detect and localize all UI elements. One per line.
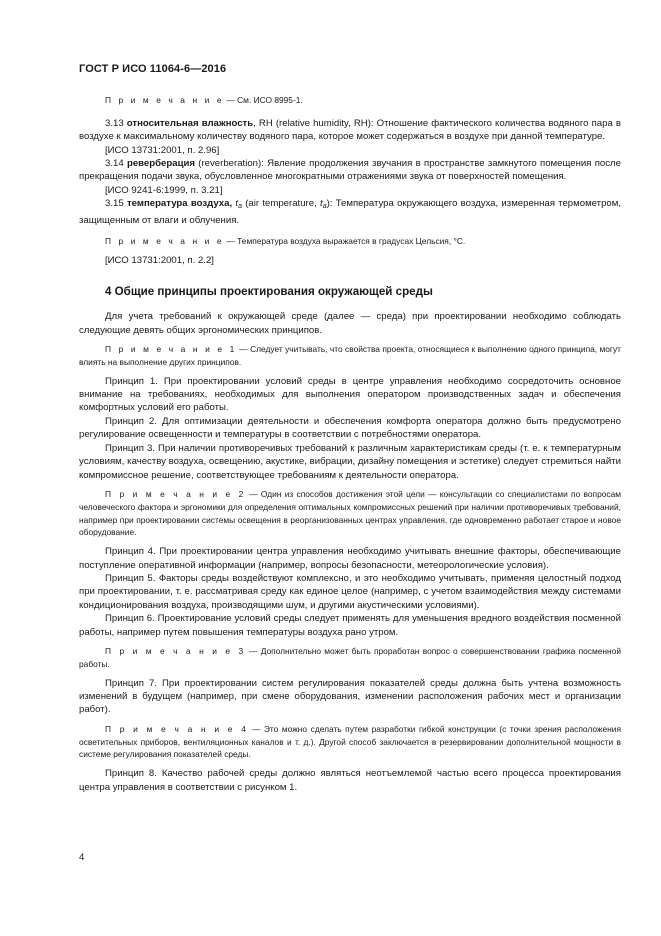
page-body [79, 90, 621, 794]
note-3-15: П р и м е ч а н и е — Температура воздуха выражается в градусах Цельсия, °С. [105, 236, 466, 247]
principle-2: Принцип 2. Для оптимизации деятельности и обеспечения комфорта оператора должно быть предусмотрено регулирование освещенности и температуры в соответствии с потребностями оператора. [79, 415, 621, 441]
principle-7: Принцип 7. При проектировании систем регулирования показателей среды должна быть учтена возможность изменений в будущем (например, при смене оборудования, изменении расположения рабочих мест и организации работ). [79, 677, 621, 716]
principle-4: Принцип 4. При проектировании центра управления необходимо учитывать внешние факторы, обеспечивающие поступление оперативной информации (например, вопросы безопасности, метеорологические условия). [79, 546, 621, 571]
principle-8: Принцип 8. Качество рабочей среды должно являться неотъемлемой частью всего процесса проектирования центра управления в соответствии с рисунком 1. [79, 768, 621, 793]
note-top: П р и м е ч а н и е — См. ИСО 8995-1. [105, 95, 303, 105]
principle-3: Принцип 3. При наличии противоречивых требований к различным характеристикам среды (т. е. к температурным условиям, качеству воздуха, освещению, акустике, вибрации, дизайну помещения и эстетике) следует стремиться найти компромиссное решение, соответствующее требованиям к деятельности оператора. [79, 442, 621, 481]
ref-3-13: [ИСО 13731:2001, п. 2.96] [105, 144, 220, 156]
note-1: П р и м е ч а н и е 1 — Следует учитывать, что свойства проекта, относящиеся к выполнению одного принципа, могут влиять на выполнение других принципов. [79, 344, 622, 367]
term-3-13: 3.13 относительная влажность, RH (relative humidity, RH): Отношение фактического количества водяного пара в воздухе к максимальному количеству водяного пара, которое может содержаться в воздухе при данной температуре. [79, 117, 621, 143]
section-4-heading: 4 Общие принципы проектирования окружающей среды [105, 285, 433, 299]
page-number: 4 [79, 852, 85, 863]
principle-5: Принцип 5. Факторы среды воздействуют комплексно, и это необходимо учитывать, применяя целостный подход при проектировании, т. е. рассматривая среду как единое целое (например, с учетом взаимодействия между системами кондиционирования воздуха, производящими шум, и другими акустическими условиями). [79, 572, 621, 611]
ref-3-15: [ИСО 13731:2001, п. 2.2] [105, 254, 214, 266]
section-4-intro: Для учета требований к окружающей среде (далее — среда) при проектировании необходимо соблюдать следующие девять общих эргономических принципов. [79, 311, 621, 336]
term-3-15: 3.15 температура воздуха, $t_a$ (air temperature, $t_a$): Температура окружающего воздуха, измеренная термометром, защищенным от влаги и облучения. [79, 198, 622, 226]
ref-3-14: [ИСО 9241-6:1999, п. 3.21] [105, 184, 223, 196]
principle-1: Принцип 1. При проектировании условий среды в центре управления необходимо сосредоточить основное внимание на требованиях, необходимых для выполнения оператором производственных задач и обеспечения комфортных условий его работы. [79, 375, 621, 414]
note-2: П р и м е ч а н и е 2 — Один из способов достижения этой цели — консультации со специалистами по вопросам человеческого фактора и эргономики для определения оптимальных компромиссных решений при наличии противоречивых требований, например при проектировании системы освещения в реорганизованных центрах управления, где одновременно работает старое и новое оборудование. [79, 488, 622, 538]
principle-6: Принцип 6. Проектирование условий среды следует применять для уменьшения вредного воздействия посменной работы, например путем повышения температуры воздуха рано утром. [79, 613, 621, 638]
note-4: П р и м е ч а н и е 4 — Это можно сделать путем разработки гибкой конструкции (с точки зрения расположения осветительных приборов, вентиляционных каналов и т. д.). Другой способ заключается в резервировании дополнительной мощности в системе регулирования показателей среды. [79, 723, 621, 760]
term-3-14: 3.14 реверберация (reverberation): Явление продолжения звучания в пространстве замкнутого помещения после прекращения подачи звука, обусловленное многократными отражениями звука от поверхностей помещения. [79, 158, 621, 183]
note-3: П р и м е ч а н и е 3 — Дополнительно может быть проработан вопрос о совершенствовании графика посменной работы. [79, 645, 621, 669]
standard-title: ГОСТ Р ИСО 11064-6—2016 [79, 63, 227, 75]
